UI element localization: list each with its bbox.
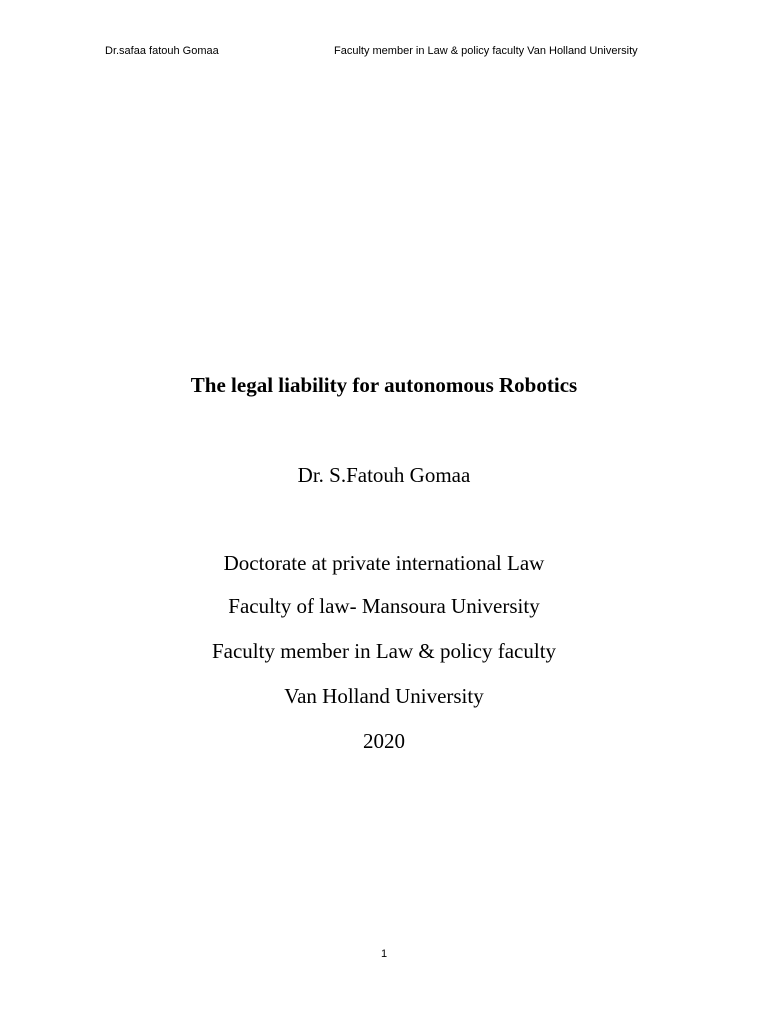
- affiliation-university: Van Holland University: [284, 684, 484, 708]
- page-number: 1: [380, 948, 388, 960]
- document-title: The legal liability for autonomous Robotics: [190, 373, 578, 397]
- affiliation-position: Faculty member in Law & policy faculty: [211, 639, 557, 663]
- affiliation-faculty: Faculty of law- Mansoura University: [228, 594, 540, 618]
- page-header: [0, 43, 768, 59]
- header-affiliation: Faculty member in Law & policy faculty Van Holland University: [334, 45, 638, 57]
- affiliation-year: 2020: [363, 729, 405, 753]
- document-author: Dr. S.Fatouh Gomaa: [297, 463, 471, 487]
- affiliation-degree: Doctorate at private international Law: [223, 551, 545, 575]
- header-author: Dr.safaa fatouh Gomaa: [105, 45, 219, 57]
